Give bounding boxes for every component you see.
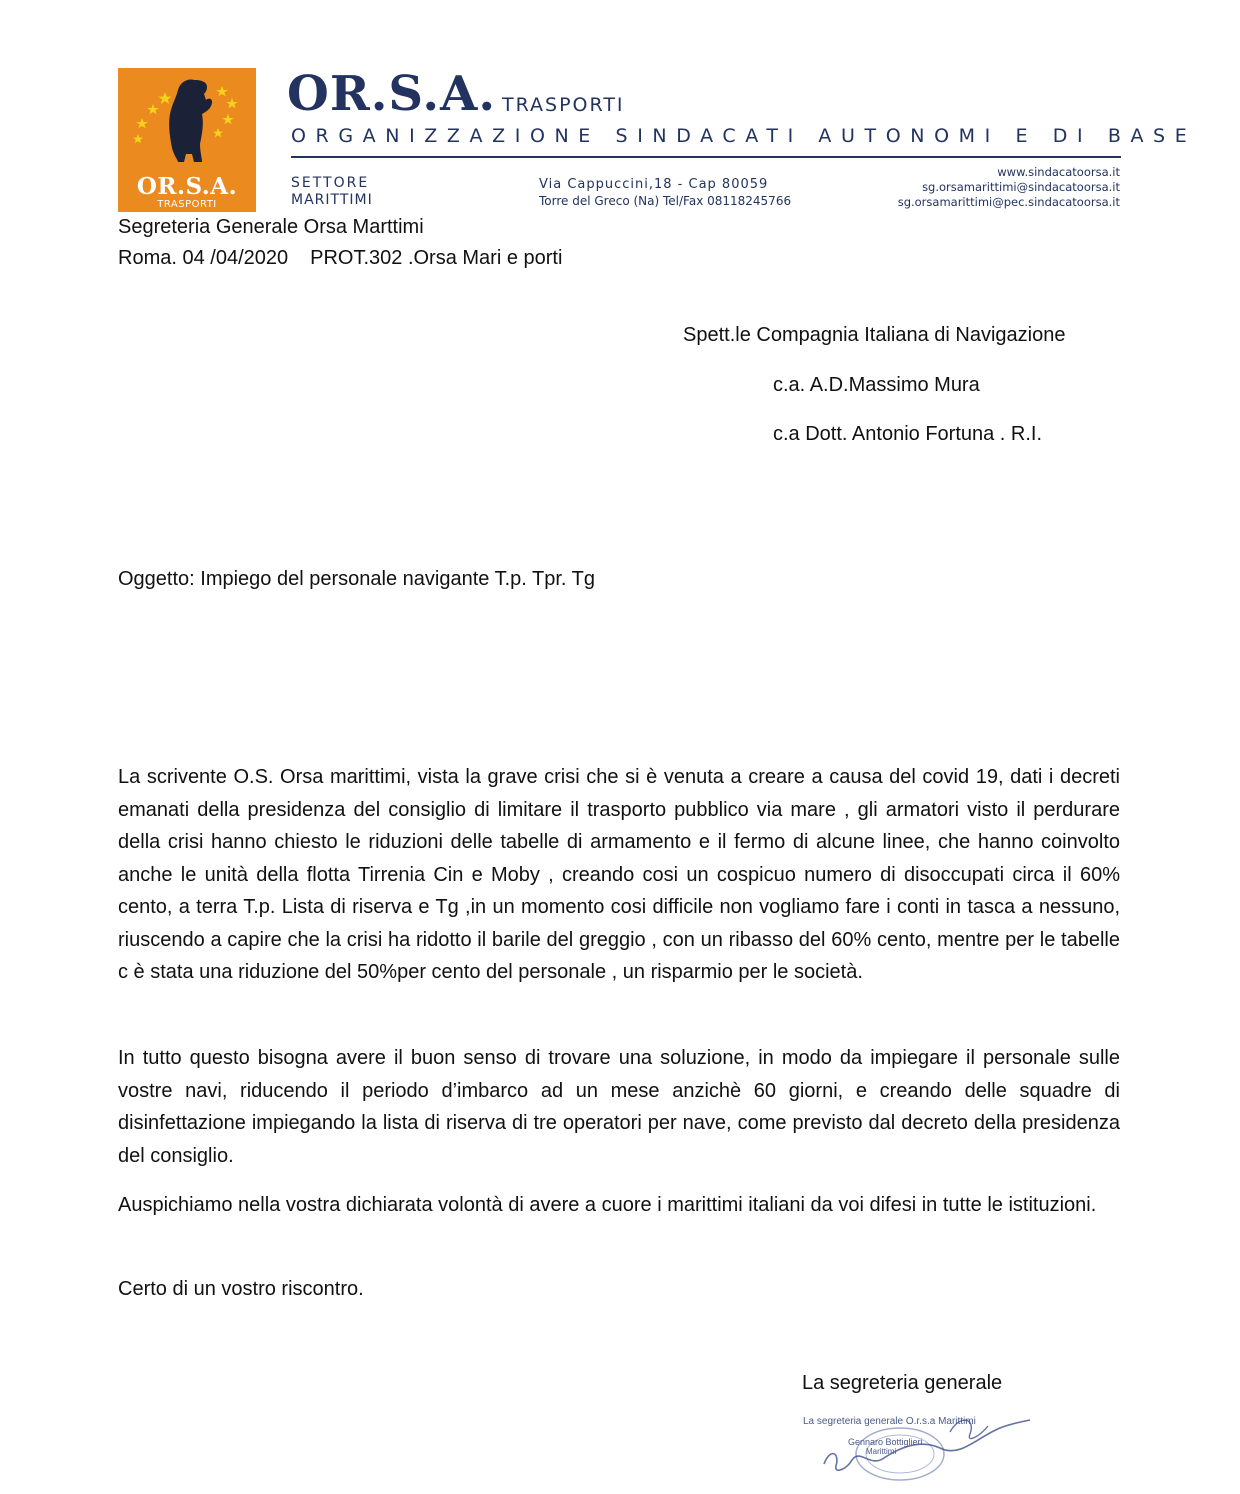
contact-website: www.sindacatoorsa.it xyxy=(997,165,1120,179)
orsa-logo xyxy=(118,68,256,212)
sector-line-1: SETTORE xyxy=(291,175,370,191)
body-paragraph-2: In tutto questo bisogna avere il buon senso di trovare una soluzione, in modo da impiegare il personale sulle vostre navi, riducendo il periodo d’imbarco ad un mese anzichè 60 giorni, e creando delle squadre di disinfettazione impiegando la lista di riserva di tre operatori per nave, come previsto dal decreto della presidenza del consiglio. xyxy=(118,1047,1120,1167)
body-paragraph-4: Certo di un vostro riscontro. xyxy=(118,1278,364,1300)
brand-name: OR.S.A. xyxy=(287,66,497,122)
address-line-1: Via Cappuccini,18 - Cap 80059 xyxy=(539,177,769,192)
logo-name: OR.S.A. xyxy=(136,173,238,200)
body-paragraph-3: Auspichiamo nella vostra dichiarata volontà di avere a cuore i marittimi italiani da voi difesi in tutte le istituzioni. xyxy=(118,1194,1097,1216)
protocol: PROT.302 .Orsa Mari e porti xyxy=(310,247,563,269)
recipient-attention-1: c.a. A.D.Massimo Mura xyxy=(773,374,980,396)
sector-line-2: MARITTIMI xyxy=(291,192,373,208)
subject-line: Oggetto: Impiego del personale navigante T.p. Tpr. Tg xyxy=(118,568,595,590)
stamp-text-3: Marittimi xyxy=(866,1447,897,1456)
recipient-attention-2: c.a Dott. Antonio Fortuna . R.I. xyxy=(773,423,1043,445)
sender-line: Segreteria Generale Orsa Marttimi xyxy=(118,216,424,238)
brand-division: TRASPORTI xyxy=(502,94,625,116)
logo-subtext: TRASPORTI xyxy=(157,199,217,210)
date: Roma. 04 /04/2020 xyxy=(118,247,289,269)
contact-email: sg.orsamarittimi@sindacatoorsa.it xyxy=(922,180,1120,194)
letterhead-divider xyxy=(291,156,1121,158)
address-line-2: Torre del Greco (Na) Tel/Fax 08118245766 xyxy=(539,194,792,208)
contact-pec: sg.orsamarittimi@pec.sindacatoorsa.it xyxy=(897,195,1120,209)
date-protocol-line xyxy=(118,247,562,270)
recipient-company: Spett.le Compagnia Italiana di Navigazione xyxy=(683,324,1066,346)
brand-full-name: ORGANIZZAZIONE SINDACATI AUTONOMI E DI BASE xyxy=(291,125,1197,147)
body-paragraph-1: La scrivente O.S. Orsa marittimi, vista la grave crisi che si è venuta a creare a causa del covid 19, dati i decreti emanati della presidenza del consiglio di limitare il trasporto pubblico via mare , gli armatori visto il perdurare della crisi hanno chiesto le riduzioni delle tabelle di armamento e il fermo di alcune linee, che hanno coinvolto anche le unità della flotta Tirrenia Cin e Moby , creando cosi un cospicuo numero di disoccupati circa il 60% cento, a terra T.p. Lista di riserva e Tg ,in un momento cosi difficile non vogliamo fare i conti in tasca a nessuno, riuscendo a capire che la crisi ha ridotto il barile del greggio , con un ribasso del 60% cento, mentre per le tabelle c è stata una riduzione del 50%per cento del personale , un risparmio per le società. xyxy=(118,766,1120,983)
stamp-text-2: Gennaro Bottiglieri xyxy=(848,1437,923,1447)
closing-signature-label: La segreteria generale xyxy=(802,1372,1003,1394)
stamp-text-1: La segreteria generale O.r.s.a Marittimi xyxy=(803,1416,976,1427)
